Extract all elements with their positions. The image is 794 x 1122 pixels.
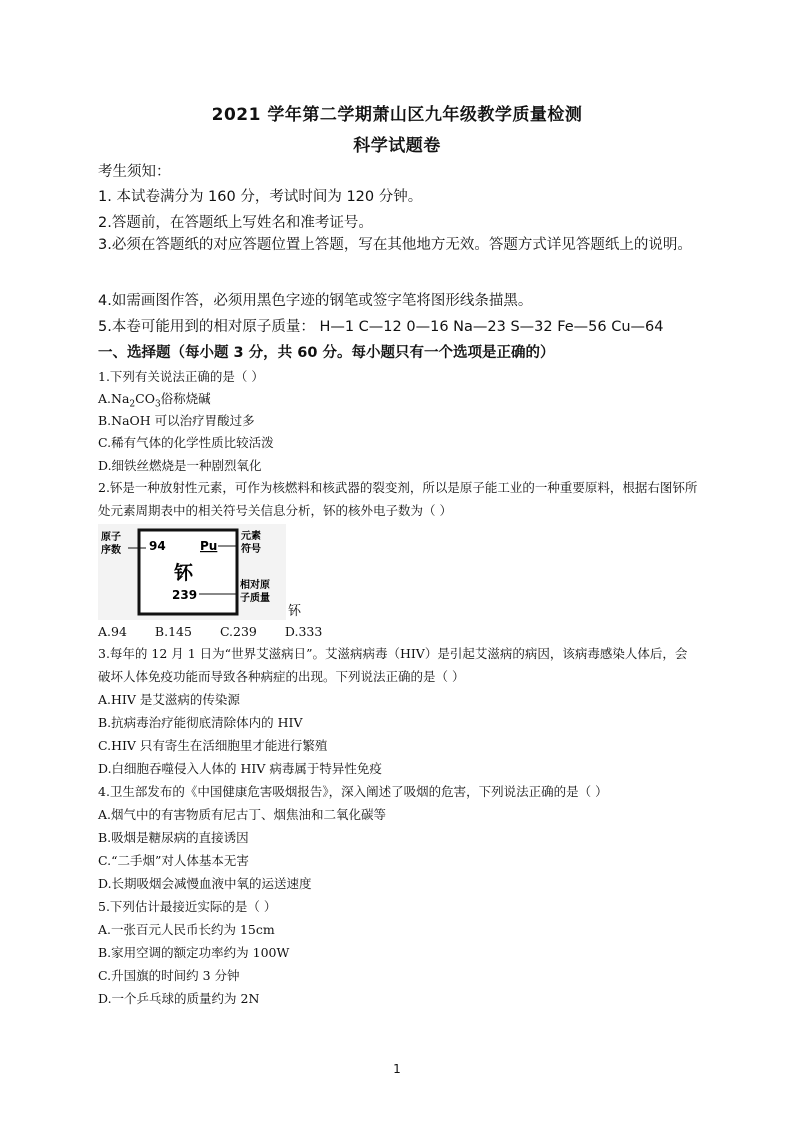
q2-options — [98, 624, 350, 639]
q2-option-c: C.239 — [219, 624, 257, 639]
symbol-label-1: 元素 — [241, 531, 261, 542]
q1-a-suffix: 俗称烧碱 — [160, 391, 211, 406]
notice-item-3: 3.必须在答题纸的对应答题位置上答题，写在其他地方无效。答题方式详见答题纸上的说明。 — [98, 237, 692, 253]
q3-option-b: B.抗病毒治疗能彻底清除体内的 HIV — [98, 715, 303, 730]
notice-item-2: 2.答题前，在答题纸上写姓名和准考证号。 — [98, 215, 373, 231]
figure-caption: 钚 — [288, 604, 302, 619]
atomic-number-label-2: 序数 — [101, 545, 121, 556]
q4-option-d: D.长期吸烟会减慢血液中氧的运送速度 — [98, 876, 312, 891]
q1-a-mid: CO — [135, 391, 155, 406]
q2-stem: 2.钚是一种放射性元素，可作为核燃料和核武器的裂变剂，所以是原子能工业的一种重要原料，根据右图钚所处元素周期表中的相关符号关信息分析，钚的核外电子数为（ ） — [98, 480, 698, 518]
element-symbol: Pu — [200, 539, 218, 553]
q3-option-c: C.HIV 只有寄生在活细胞里才能进行繁殖 — [98, 738, 328, 753]
q1-option-d: D.细铁丝燃烧是一种剧烈氧化 — [98, 458, 262, 473]
q4-option-a: A.烟气中的有害物质有尼古丁、烟焦油和二氧化碳等 — [98, 807, 387, 822]
atomic-number: 94 — [149, 539, 166, 553]
section-heading: 一、选择题（每小题 3 分，共 60 分。每小题只有一个选项是正确的） — [98, 345, 555, 361]
q3-stem: 3.每年的 12 月 1 日为“世界艾滋病日”。艾滋病病毒（HIV）是引起艾滋病的病因，该病毒感染人体后，会破坏人体免疫功能而导致各种病症的出现。下列说法正确的是（ ） — [98, 646, 688, 684]
symbol-label-2: 符号 — [241, 544, 261, 555]
element-name: 钚 — [174, 562, 194, 584]
q2-option-b: B.145 — [154, 624, 192, 639]
exam-subtitle: 科学试题卷 — [353, 136, 441, 156]
periodic-table-cell-svg — [98, 524, 286, 620]
q1-a-sub2: 3 — [154, 399, 161, 410]
q1-option-c: C.稀有气体的化学性质比较活泼 — [98, 435, 274, 450]
q1-stem: 1.下列有关说法正确的是（ ） — [98, 369, 264, 384]
q4-stem: 4.卫生部发布的《中国健康危害吸烟报告》，深入阐述了吸烟的危害，下列说法正确的是（ ） — [98, 784, 608, 799]
notice-item-4: 4.如需画图作答，必须用黑色字迹的钢笔或签字笔将图形线条描黑。 — [98, 293, 533, 309]
periodic-table-cell-figure — [98, 524, 286, 620]
q4-option-b: B.吸烟是糖尿病的直接诱因 — [98, 830, 249, 845]
q5-option-d: D.一个乒乓球的质量约为 2N — [98, 991, 260, 1006]
q4-option-c: C.“二手烟”对人体基本无害 — [98, 853, 249, 868]
q1-option-b: B.NaOH 可以治疗胃酸过多 — [98, 413, 255, 428]
page-number: 1 — [393, 1062, 401, 1076]
q2-option-a: A.94 — [98, 624, 127, 639]
q5-option-c: C.升国旗的时间约 3 分钟 — [98, 968, 240, 983]
q5-option-a: A.一张百元人民币长约为 15cm — [98, 922, 275, 937]
q1-option-a — [98, 389, 211, 410]
q5-option-b: B.家用空调的额定功率约为 100W — [98, 945, 290, 960]
q1-a-sub1: 2 — [129, 399, 136, 410]
mass-label-2: 子质量 — [240, 593, 270, 604]
q2-option-d: D.333 — [284, 624, 323, 639]
q3-option-a: A.HIV 是艾滋病的传染源 — [98, 692, 240, 707]
q1-a-prefix: A.Na — [98, 391, 130, 406]
atomic-number-label-1: 原子 — [101, 532, 121, 543]
notice-item-5: 5.本卷可能用到的相对原子质量： H—1 C—12 0—16 Na—23 S—32 Fe—56 Cu—64 — [98, 319, 664, 335]
q5-stem: 5.下列估计最接近实际的是（ ） — [98, 899, 277, 914]
q3-option-d: D.白细胞吞噬侵入人体的 HIV 病毒属于特异性免疫 — [98, 761, 382, 776]
atomic-mass: 239 — [172, 588, 198, 602]
notice-heading: 考生须知： — [98, 164, 171, 180]
exam-title: 2021 学年第二学期萧山区九年级教学质量检测 — [211, 105, 583, 125]
mass-label-1: 相对原 — [240, 580, 270, 591]
notice-item-1: 1. 本试卷满分为 160 分，考试时间为 120 分钟。 — [98, 189, 423, 205]
